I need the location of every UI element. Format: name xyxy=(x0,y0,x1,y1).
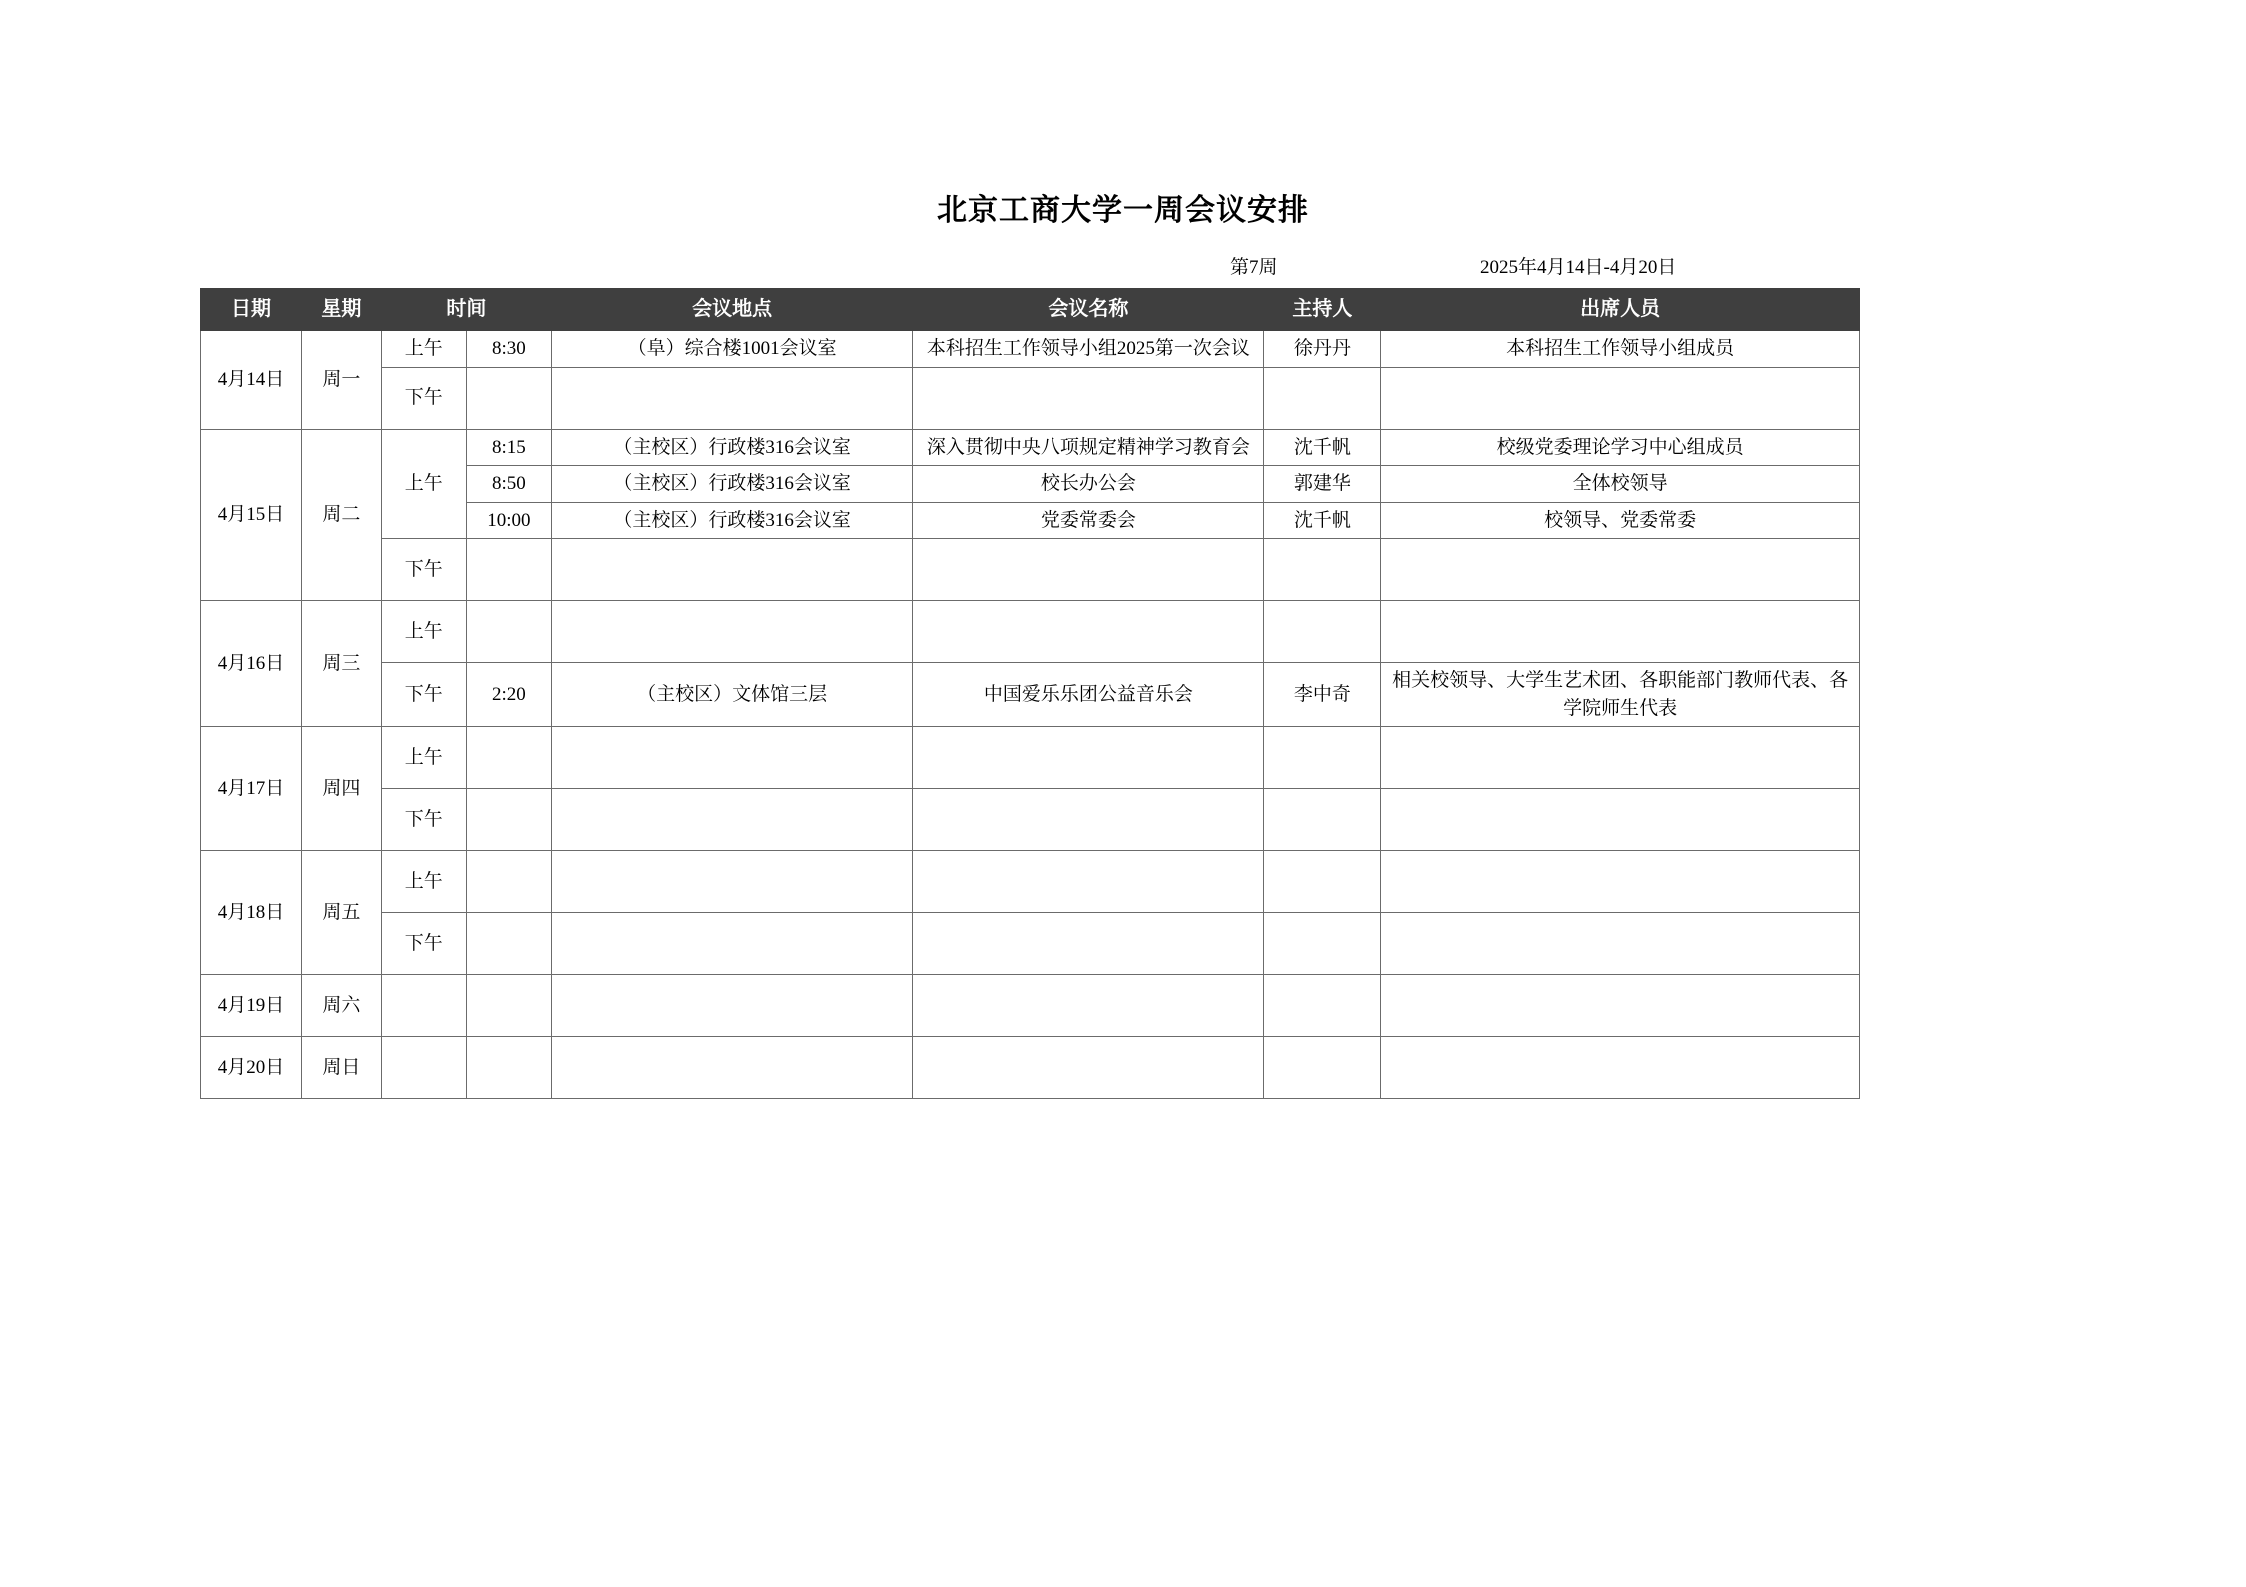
cell-weekday: 周四 xyxy=(302,727,382,851)
cell-time xyxy=(466,1037,551,1099)
cell-time xyxy=(466,539,551,601)
cell-meeting xyxy=(913,789,1264,851)
cell-attendees: 本科招生工作领导小组成员 xyxy=(1381,331,1860,368)
cell-attendees: 相关校领导、大学生艺术团、各职能部门教师代表、各学院师生代表 xyxy=(1381,663,1860,727)
date-range-label: 2025年4月14日-4月20日 xyxy=(1480,257,1677,278)
subheader xyxy=(200,252,1870,276)
cell-attendees: 全体校领导 xyxy=(1381,466,1860,503)
cell-weekday: 周一 xyxy=(302,331,382,430)
cell-attendees xyxy=(1381,789,1860,851)
cell-date: 4月18日 xyxy=(201,851,302,975)
cell-date: 4月19日 xyxy=(201,975,302,1037)
cell-date: 4月14日 xyxy=(201,331,302,430)
cell-time xyxy=(466,913,551,975)
cell-session-pm: 下午 xyxy=(381,539,466,601)
header-host: 主持人 xyxy=(1264,289,1381,331)
table-row xyxy=(201,789,1860,851)
header-attendees: 出席人员 xyxy=(1381,289,1860,331)
cell-time xyxy=(466,601,551,663)
cell-time: 10:00 xyxy=(466,502,551,539)
cell-date: 4月20日 xyxy=(201,1037,302,1099)
cell-time xyxy=(466,789,551,851)
cell-place: （主校区）文体馆三层 xyxy=(551,663,913,727)
cell-attendees xyxy=(1381,913,1860,975)
header-date: 日期 xyxy=(201,289,302,331)
cell-date: 4月15日 xyxy=(201,429,302,601)
header-meeting: 会议名称 xyxy=(913,289,1264,331)
cell-time xyxy=(466,727,551,789)
cell-session-pm: 下午 xyxy=(381,663,466,727)
table-row xyxy=(201,727,1860,789)
cell-place xyxy=(551,789,913,851)
cell-session-pm: 下午 xyxy=(381,789,466,851)
cell-meeting: 校长办公会 xyxy=(913,466,1264,503)
cell-session-am: 上午 xyxy=(381,331,466,368)
cell-time: 8:30 xyxy=(466,331,551,368)
header-place: 会议地点 xyxy=(551,289,913,331)
cell-host xyxy=(1264,601,1381,663)
cell-host: 徐丹丹 xyxy=(1264,331,1381,368)
cell-meeting xyxy=(913,975,1264,1037)
cell-host xyxy=(1264,367,1381,429)
cell-session xyxy=(381,975,466,1037)
cell-meeting xyxy=(913,727,1264,789)
table-row xyxy=(201,601,1860,663)
cell-host xyxy=(1264,975,1381,1037)
cell-host xyxy=(1264,913,1381,975)
cell-weekday: 周五 xyxy=(302,851,382,975)
cell-weekday: 周六 xyxy=(302,975,382,1037)
cell-place xyxy=(551,539,913,601)
cell-attendees xyxy=(1381,975,1860,1037)
cell-attendees xyxy=(1381,727,1860,789)
cell-attendees: 校领导、党委常委 xyxy=(1381,502,1860,539)
cell-place: （阜）综合楼1001会议室 xyxy=(551,331,913,368)
cell-meeting: 中国爱乐乐团公益音乐会 xyxy=(913,663,1264,727)
cell-host: 李中奇 xyxy=(1264,663,1381,727)
cell-session-am: 上午 xyxy=(381,851,466,913)
cell-time: 8:50 xyxy=(466,466,551,503)
table-row xyxy=(201,1037,1860,1099)
cell-meeting xyxy=(913,913,1264,975)
week-label: 第7周 xyxy=(1230,257,1278,278)
cell-attendees xyxy=(1381,539,1860,601)
cell-host xyxy=(1264,789,1381,851)
cell-host xyxy=(1264,851,1381,913)
cell-place xyxy=(551,601,913,663)
cell-attendees xyxy=(1381,601,1860,663)
cell-session-am: 上午 xyxy=(381,429,466,539)
cell-meeting: 深入贯彻中央八项规定精神学习教育会 xyxy=(913,429,1264,466)
cell-place xyxy=(551,975,913,1037)
cell-session-am: 上午 xyxy=(381,727,466,789)
cell-meeting: 本科招生工作领导小组2025第一次会议 xyxy=(913,331,1264,368)
cell-weekday: 周日 xyxy=(302,1037,382,1099)
cell-session xyxy=(381,1037,466,1099)
cell-host: 沈千帆 xyxy=(1264,429,1381,466)
table-header-row xyxy=(201,289,1860,331)
cell-place xyxy=(551,367,913,429)
meeting-schedule-table xyxy=(200,288,1860,1099)
cell-meeting xyxy=(913,851,1264,913)
table-row xyxy=(201,539,1860,601)
table-body xyxy=(201,331,1860,1099)
cell-place: （主校区）行政楼316会议室 xyxy=(551,466,913,503)
cell-host: 沈千帆 xyxy=(1264,502,1381,539)
cell-host: 郭建华 xyxy=(1264,466,1381,503)
cell-time: 2:20 xyxy=(466,663,551,727)
cell-attendees xyxy=(1381,1037,1860,1099)
cell-date: 4月17日 xyxy=(201,727,302,851)
cell-time xyxy=(466,851,551,913)
cell-date: 4月16日 xyxy=(201,601,302,727)
cell-meeting xyxy=(913,367,1264,429)
cell-place xyxy=(551,727,913,789)
table-row xyxy=(201,429,1860,466)
table-row xyxy=(201,913,1860,975)
table-row xyxy=(201,367,1860,429)
table-row xyxy=(201,331,1860,368)
cell-host xyxy=(1264,727,1381,789)
cell-place xyxy=(551,851,913,913)
page-title: 北京工商大学一周会议安排 xyxy=(937,194,1309,227)
cell-time xyxy=(466,367,551,429)
cell-session-am: 上午 xyxy=(381,601,466,663)
cell-meeting xyxy=(913,601,1264,663)
header-weekday: 星期 xyxy=(302,289,382,331)
cell-time xyxy=(466,975,551,1037)
table-row xyxy=(201,663,1860,727)
cell-weekday: 周三 xyxy=(302,601,382,727)
cell-attendees xyxy=(1381,851,1860,913)
cell-meeting xyxy=(913,539,1264,601)
table-row xyxy=(201,851,1860,913)
cell-attendees: 校级党委理论学习中心组成员 xyxy=(1381,429,1860,466)
cell-time: 8:15 xyxy=(466,429,551,466)
cell-attendees xyxy=(1381,367,1860,429)
cell-weekday: 周二 xyxy=(302,429,382,601)
cell-place: （主校区）行政楼316会议室 xyxy=(551,502,913,539)
cell-host xyxy=(1264,539,1381,601)
cell-session-pm: 下午 xyxy=(381,913,466,975)
cell-session-pm: 下午 xyxy=(381,367,466,429)
cell-place xyxy=(551,1037,913,1099)
cell-place xyxy=(551,913,913,975)
table-row xyxy=(201,975,1860,1037)
cell-meeting xyxy=(913,1037,1264,1099)
cell-meeting: 党委常委会 xyxy=(913,502,1264,539)
cell-host xyxy=(1264,1037,1381,1099)
cell-place: （主校区）行政楼316会议室 xyxy=(551,429,913,466)
header-time: 时间 xyxy=(381,289,551,331)
